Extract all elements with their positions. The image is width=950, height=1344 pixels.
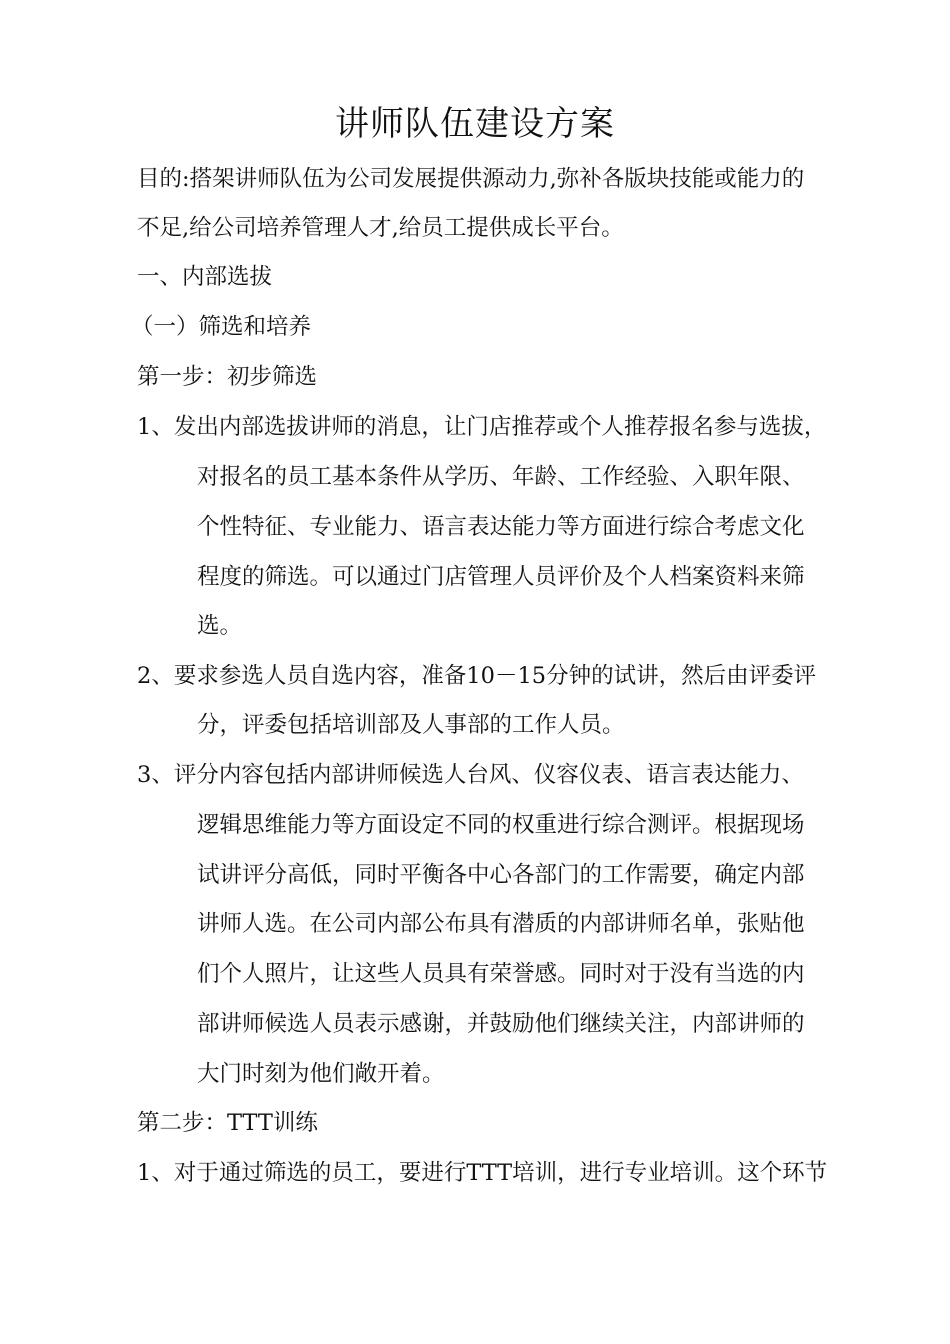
subsection-heading: （一）筛选和培养 [131,314,312,340]
item-3-line-4: 讲师人选。在公司内部公布具有潜质的内部讲师名单，张贴他 [197,911,805,937]
step-2-item-1-line-1: 1、对于通过筛选的员工，要进行TTT培训，进行专业培训。这个环节 [137,1160,828,1186]
document-title: 讲师队伍建设方案 [335,104,615,144]
item-3-line-6: 部讲师候选人员表示感谢，并鼓励他们继续关注，内部讲师的 [197,1011,805,1037]
item-2-line-1: 2、要求参选人员自选内容，准备10－15分钟的试讲，然后由评委评 [137,663,817,689]
item-3-line-1: 3、评分内容包括内部讲师候选人台风、仪容仪表、语言表达能力、 [137,762,804,788]
item-3-line-3: 试讲评分高低，同时平衡各中心各部门的工作需要，确定内部 [197,862,805,888]
item-2-line-2: 分，评委包括培训部及人事部的工作人员。 [197,712,625,738]
section-heading: 一、内部选拔 [137,264,273,290]
item-1-line-5: 选。 [197,613,243,639]
item-1-line-1: 1、发出内部选拔讲师的消息，让门店推荐或个人推荐报名参与选拔， [137,414,827,440]
item-1-line-3: 个性特征、专业能力、语言表达能力等方面进行综合考虑文化 [197,514,805,540]
item-1-line-4: 程度的筛选。可以通过门店管理人员评价及个人档案资料来筛 [197,564,805,590]
step-heading-1: 第一步：初步筛选 [137,364,318,390]
item-3-line-7: 大门时刻为他们敞开着。 [197,1061,445,1087]
purpose-line-1: 目的:搭架讲师队伍为公司发展提供源动力,弥补各版块技能或能力的 [137,166,805,192]
item-3-line-2: 逻辑思维能力等方面设定不同的权重进行综合测评。根据现场 [197,812,805,838]
purpose-line-2: 不足,给公司培养管理人才,给员工提供成长平台。 [137,215,624,241]
item-1-line-2: 对报名的员工基本条件从学历、年龄、工作经验、入职年限、 [197,464,805,490]
item-3-line-5: 们个人照片，让这些人员具有荣誉感。同时对于没有当选的内 [197,961,805,987]
step-heading-2: 第二步：TTT训练 [137,1110,318,1136]
